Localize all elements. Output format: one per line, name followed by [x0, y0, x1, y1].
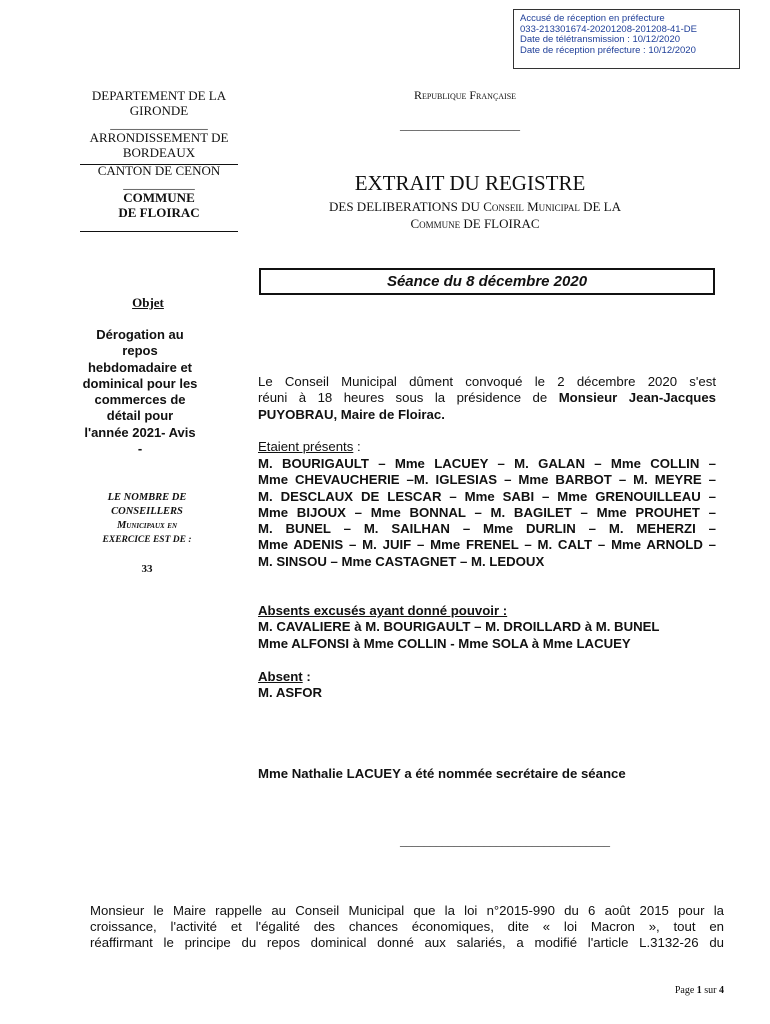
- presents-heading: [258, 439, 716, 455]
- intro-paragraph: [258, 374, 716, 423]
- left-rule-2: ___________: [123, 176, 195, 191]
- absent-heading: [258, 669, 716, 685]
- objet-line: commerces de: [94, 392, 186, 408]
- page-current: 1: [696, 985, 702, 996]
- prefecture-receipt-stamp: [513, 9, 740, 69]
- conseillers-count-label: [72, 491, 222, 547]
- objet-line: l'année 2021- Avis: [84, 424, 196, 440]
- body-line-1: Monsieur le Maire rappelle au Conseil Municipal que la loi n°2015-990 du 6 août 2015 pour la: [90, 903, 724, 918]
- nb-line: CONSEILLERS: [111, 506, 183, 517]
- header-rule-text: ____________________: [400, 118, 520, 132]
- absent-block: [258, 669, 716, 702]
- absents-excuses-label: Absents excusés ayant donné pouvoir :: [258, 603, 508, 618]
- body-line-3: réaffirmant le principe du repos dominical donné aux salariés, a modifié l'article L.3132-26 du: [90, 935, 724, 951]
- body-paragraph: [90, 903, 724, 952]
- page-prefix: Page: [674, 985, 697, 996]
- document-title: [290, 171, 650, 196]
- objet-line: Dérogation au: [96, 327, 184, 342]
- document-subtitle: [270, 198, 680, 232]
- separator-text: ___________________________________: [400, 834, 610, 848]
- presents-list: [258, 456, 716, 570]
- page-middle: sur: [701, 985, 719, 996]
- objet-line: détail pour: [106, 408, 174, 424]
- left-rule-1: _______________: [110, 116, 208, 131]
- page-number: [675, 985, 724, 996]
- presents-colon: :: [353, 439, 361, 454]
- stamp-reception-date: Date de réception préfecture : 10/12/2020: [520, 44, 696, 56]
- canton: CANTON DE CENON: [97, 163, 221, 178]
- departement-line-2: GIRONDE: [129, 103, 189, 118]
- intro-line-2: [258, 390, 716, 406]
- absent-colon: :: [302, 669, 311, 684]
- objet-description: [72, 327, 208, 457]
- absents-excuses-block: [258, 603, 716, 652]
- presents-line: Mme BIJOUX – Mme BONNAL – M. BAGILET – Mme PROUHET –: [258, 504, 716, 520]
- objet-line: hebdomadaire et: [87, 359, 193, 375]
- arrondissement-line-2: BORDEAUX: [122, 145, 196, 160]
- secretaire-line: Mme Nathalie LACUEY a été nommée secrétaire de séance: [258, 766, 626, 781]
- left-divider-2: [80, 231, 238, 232]
- seance-date-box: [259, 268, 715, 295]
- mayor-name-part: Monsieur Jean-Jacques: [558, 390, 717, 406]
- left-administrative-header: [78, 88, 240, 220]
- commune-line-2: DE FLOIRAC: [118, 205, 200, 220]
- subtitle-line-2: Commune DE FLOIRAC: [410, 216, 540, 231]
- commune-line-1: COMMUNE: [123, 190, 195, 205]
- republique-heading: [330, 88, 600, 103]
- proxy-line-1: M. CAVALIERE à M. BOURIGAULT – M. DROILLARD à M. BUNEL: [258, 619, 660, 635]
- presents-line: Mme ADENIS – M. JUIF – Mme FRENEL – M. CALT – Mme ARNOLD –: [258, 537, 716, 553]
- presents-line: M. DESCLAUX DE LESCAR – Mme SABI – Mme GRENOUILLEAU –: [258, 488, 716, 504]
- presents-line: M. BOURIGAULT – Mme LACUEY – M. GALAN – Mme COLLIN –: [258, 456, 716, 471]
- conseillers-count: 33: [141, 563, 153, 575]
- arrondissement-line-1: ARRONDISSEMENT DE: [89, 130, 229, 145]
- presents-line: Mme CHEVAUCHERIE –M. IGLESIAS – Mme BARBOT – M. MEYRE –: [258, 472, 716, 488]
- stamp-transmission-date: Date de télétransmission : 10/12/2020: [520, 34, 681, 45]
- intro-line-1: Le Conseil Municipal dûment convoqué le 2 décembre 2020 s'est: [258, 374, 716, 389]
- absent-name: M. ASFOR: [258, 685, 322, 701]
- presents-line: M. SINSOU – Mme CASTAGNET – M. LEDOUX: [258, 553, 545, 569]
- presents-label: Etaient présents: [258, 439, 354, 454]
- absent-label: Absent: [258, 669, 303, 684]
- nb-line: LE NOMBRE DE: [107, 492, 187, 503]
- nb-line: Municipaux en: [116, 520, 178, 531]
- subtitle-line-1: DES DELIBERATIONS DU Conseil Municipal DE LA: [329, 199, 621, 214]
- page-total: 4: [719, 985, 724, 996]
- stamp-line: Accusé de réception en préfecture: [520, 13, 665, 24]
- nb-line: EXERCICE EST DE :: [102, 535, 192, 545]
- departement-line-1: DEPARTEMENT DE LA: [91, 88, 227, 103]
- section-separator: [360, 834, 650, 849]
- left-divider-1: [80, 164, 238, 165]
- objet-line: -: [137, 441, 143, 457]
- presents-line: M. BUNEL – M. SAILHAN – Mme DURLIN – M. MEHERZI –: [258, 521, 716, 537]
- document-title-text: EXTRAIT DU REGISTRE: [354, 171, 586, 195]
- republique-label: Republique Française: [413, 88, 517, 102]
- intro-line-2-text: réuni à 18 heures sous la présidence de: [258, 390, 559, 406]
- objet-line: dominical pour les: [82, 375, 198, 391]
- body-line-2: croissance, l'activité et l'égalité des chances économiques, dite « loi Macron », tout en: [90, 919, 724, 935]
- seance-date: Séance du 8 décembre 2020: [386, 273, 588, 290]
- stamp-act-number: 033-213301674-20201208-201208-41-DE: [520, 23, 697, 35]
- header-rule: [360, 118, 560, 133]
- proxy-line-2: Mme ALFONSI à Mme COLLIN - Mme SOLA à Mme LACUEY: [258, 635, 631, 651]
- objet-heading: Objet: [132, 295, 164, 310]
- objet-line: repos: [122, 343, 158, 359]
- intro-line-3: PUYOBRAU, Maire de Floirac.: [258, 406, 445, 422]
